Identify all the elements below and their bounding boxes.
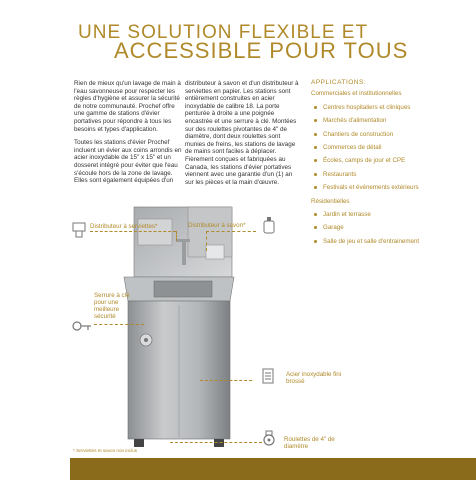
commercial-list (311, 104, 421, 192)
list-item: Restaurants (311, 171, 421, 178)
caster-wheel-icon (262, 430, 276, 446)
callout-line (206, 231, 256, 232)
list-item: Festivals et événements extérieurs (311, 184, 421, 191)
document-icon (262, 368, 274, 384)
callout-line (94, 324, 144, 325)
list-item: Centres hospitaliers et cliniques (311, 104, 421, 111)
body-column-2 (185, 80, 299, 192)
list-item: Commerces de détail (311, 144, 421, 151)
list-item: Chantiers de construction (311, 131, 421, 138)
list-item: Jardin et terrasse (311, 211, 421, 218)
title-line-1: UNE SOLUTION FLEXIBLE ET (78, 22, 369, 43)
callout-line (206, 231, 207, 251)
commercial-heading: Commerciales et institutionnelles (311, 90, 402, 98)
body-paragraph: Rien de mieux qu'un lavage de main à l'eau savonneuse pour respecter les règles d'hygiène et assurer la sécurité de notre communauté. Prochef offre une gamme de stations d'évier portatives pour répondre à tous les besoins et types d'application. (74, 80, 181, 133)
soap-dispenser-label: Distributeur à savon* (188, 222, 246, 229)
body-column-1 (74, 80, 182, 191)
soap-bottle-icon (262, 216, 276, 234)
footnote: * Serviettes et savon non inclus (73, 448, 138, 453)
callout-line (176, 231, 177, 241)
sink-station-illustration (118, 205, 240, 450)
key-icon (72, 320, 92, 332)
footer-bar (70, 458, 476, 480)
steel-finish-label: Acier inoxydable fini brossé (286, 371, 342, 385)
callout-line (200, 380, 252, 381)
body-paragraph: Toutes les stations d'évier Prochef incluent un évier aux coins arrondis en acier inoxydable de 15" x 15" et un dosseret intégré pour éviter que l'eau s'écoule hors de la zone de lavage. Elles sont également équipées d'un (74, 139, 182, 185)
applications-heading: APPLICATIONS: (311, 79, 367, 86)
lock-label: Serrure à clé pour une meilleure sécurité (94, 292, 130, 320)
residential-heading: Résidentielles (311, 197, 350, 205)
applications-list (311, 79, 421, 251)
towel-dispenser-label: Distributeur à serviettes* (90, 223, 158, 230)
title-line-2: ACCESSIBLE POUR TOUS (114, 38, 409, 63)
body-paragraph: distributeur à savon et d'un distributeur à serviettes en papier. Les stations sont entièrement construites en acier inoxydable de calibre 18. La porte penturée à droite a une poignée encastrée et une serrure à clé. Montées sur des roulettes pivotantes de 4" de diamètre, dont deux roulettes sont munies de freins, les stations de lavage de mains sont faciles à déplacer. Fièrement conçues et fabriquées au Canada, les stations d'évier portatives viennent avec une garantie d'un (1) an sur les pièces et la main d'œuvre. (185, 80, 299, 186)
list-item: Écoles, camps de jour et CPE (311, 157, 421, 164)
wheels-label: Roulettes de 4" de diamètre (284, 436, 335, 450)
callout-line (90, 231, 176, 232)
list-item: Marchés d'alimentation (311, 117, 421, 124)
list-item: Salle de jeu et salle d'entrainement (311, 238, 421, 245)
towel-dispenser-icon (72, 222, 86, 238)
residential-list (311, 211, 421, 245)
list-item: Garage (311, 224, 421, 231)
callout-line (170, 442, 262, 443)
